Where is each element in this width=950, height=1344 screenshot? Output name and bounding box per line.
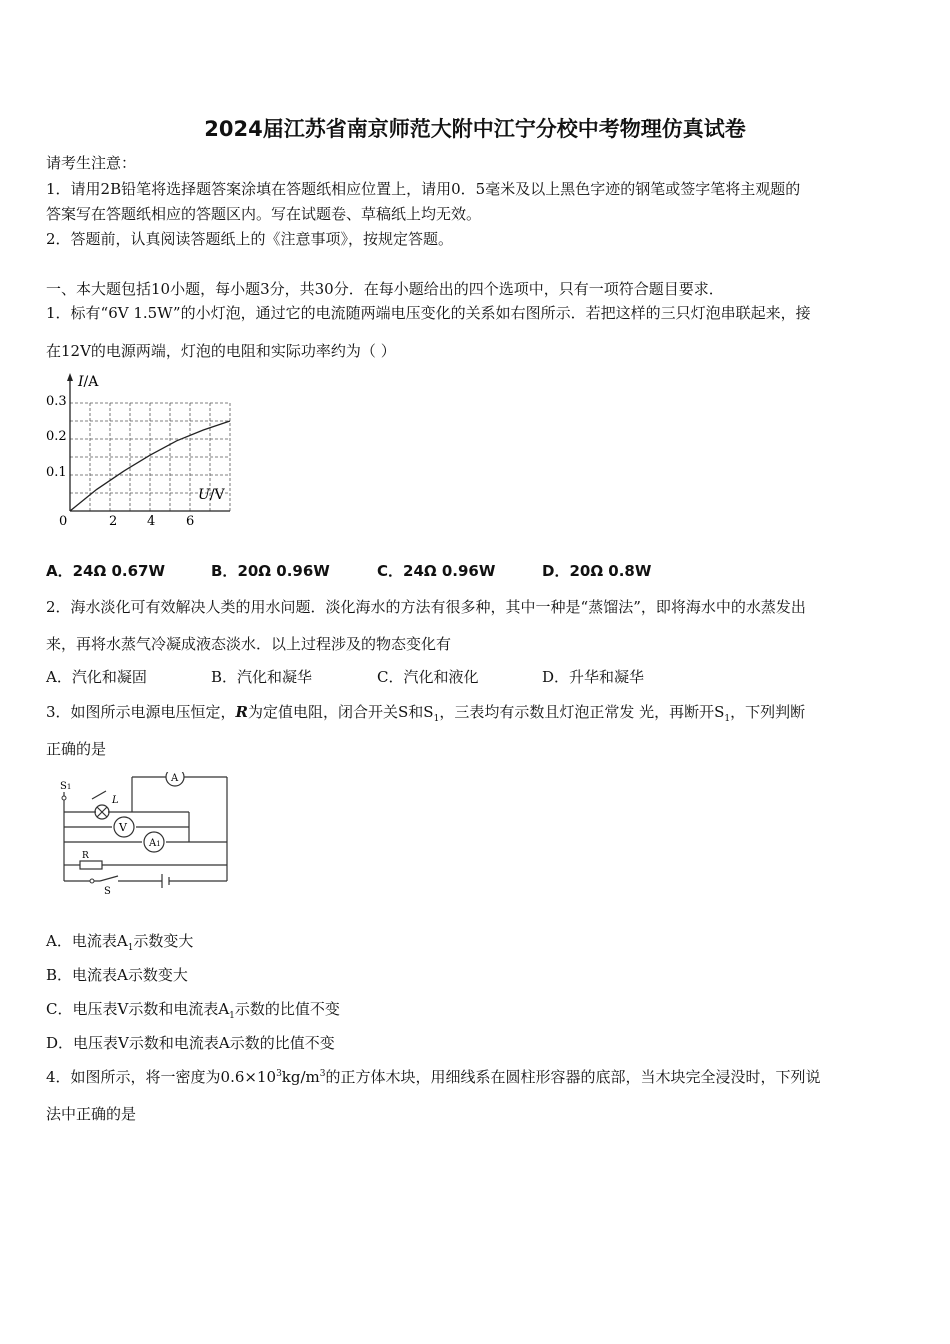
switch-label: S xyxy=(104,886,111,897)
s1-label: S1 xyxy=(60,781,72,792)
notice-line-3: 2．答题前，认真阅读答题纸上的《注意事项》，按规定答题。 xyxy=(46,230,454,248)
resistor-label: R xyxy=(82,851,89,861)
q2-options xyxy=(0,666,950,688)
q2-line-2: 来，再将水蒸气冷凝成液态淡水．以上过程涉及的物态变化有 xyxy=(46,635,452,653)
y-axis-label: I/A xyxy=(78,374,99,390)
lamp-label: L xyxy=(112,795,119,806)
q3-option-c[interactable]: C．电压表V示数和电流表$A_1$示数的比值不变 xyxy=(46,1000,340,1021)
q3-line-2: 正确的是 xyxy=(46,740,107,758)
section-heading: 一、本大题包括10小题，每小题3分，共30分．在每小题给出的四个选项中，只有一项符合题目要求． xyxy=(46,280,724,298)
y-tick-0.1: 0.1 xyxy=(46,465,67,480)
ammeter1-label: A1 xyxy=(149,838,161,849)
q3-option-d[interactable]: D．电压表V示数和电流表A示数的比值不变 xyxy=(46,1034,335,1052)
q2-option-b[interactable]: B．汽化和凝华 xyxy=(211,668,313,686)
q1-line-1: 1．标有“6V 1.5W”的小灯泡，通过它的电流随两端电压变化的关系如右图所示．若把这样的三只灯泡串联起来，接 xyxy=(46,304,811,322)
q2-option-c[interactable]: C．汽化和液化 xyxy=(377,668,479,686)
q1-option-c[interactable]: C．24Ω 0.96W xyxy=(377,562,496,580)
resistor-icon xyxy=(80,861,102,869)
q1-option-d[interactable]: D．20Ω 0.8W xyxy=(542,562,652,580)
x-axis-label: U/V xyxy=(198,487,225,503)
y-tick-0.2: 0.2 xyxy=(46,429,67,444)
x-tick-2: 2 xyxy=(109,514,118,528)
voltmeter-label: V xyxy=(119,821,127,834)
page-title: 2024届江苏省南京师范大附中江宁分校中考物理仿真试卷 xyxy=(204,117,746,141)
q1-option-b[interactable]: B．20Ω 0.96W xyxy=(211,562,330,580)
q2-option-a[interactable]: A．汽化和凝固 xyxy=(46,668,147,686)
q3-option-b[interactable]: B．电流表A示数变大 xyxy=(46,966,188,984)
x-tick-0: 0 xyxy=(59,514,68,528)
y-tick-0.3: 0.3 xyxy=(46,394,67,409)
y-axis-arrow xyxy=(67,373,73,381)
ammeter-label: A xyxy=(171,773,179,784)
q4-line-1: 4．如图所示，将一密度为$0.6\times 10^3kg/m^3$的正方体木块，用细线系在圆柱形容器的底部，当木块完全浸没时，下列说 xyxy=(46,1068,821,1086)
q4-line-2: 法中正确的是 xyxy=(46,1105,137,1123)
notice-line-2: 答案写在答题纸相应的答题区内。写在试题卷、草稿纸上均无效。 xyxy=(46,205,482,223)
notice-line-1: 1．请用2B铅笔将选择题答案涂填在答题纸相应位置上，请用0．5毫米及以上黑色字迹的钢笔或签字笔将主观题的 xyxy=(46,180,801,198)
q1-line-2: 在12V的电源两端，灯泡的电阻和实际功率约为（ ） xyxy=(46,342,396,360)
q3-line-1: 3．如图所示电源电压恒定，R为定值电阻，闭合开关S和$S_1$，三表均有示数且灯泡正常发 光，再断开$S_1$，下列判断 xyxy=(46,703,806,724)
x-tick-4: 4 xyxy=(147,514,156,528)
notice-heading: 请考生注意： xyxy=(46,154,137,172)
q1-iu-graph xyxy=(40,368,240,528)
q1-option-a[interactable]: A．24Ω 0.67W xyxy=(46,562,166,580)
q2-line-1: 2．海水淡化可有效解决人类的用水问题．淡化海水的方法有很多种，其中一种是“蒸馏法”，即将海水中的水蒸发出 xyxy=(46,598,806,616)
battery-icon xyxy=(162,874,169,888)
q3-option-a[interactable]: A．电流表$A_1$示数变大 xyxy=(46,932,194,953)
q3-circuit-diagram xyxy=(52,772,237,897)
x-tick-6: 6 xyxy=(186,514,195,528)
q2-option-d[interactable]: D．升华和凝华 xyxy=(542,668,645,686)
q1-options xyxy=(0,560,950,582)
lamp-icon xyxy=(95,805,109,819)
